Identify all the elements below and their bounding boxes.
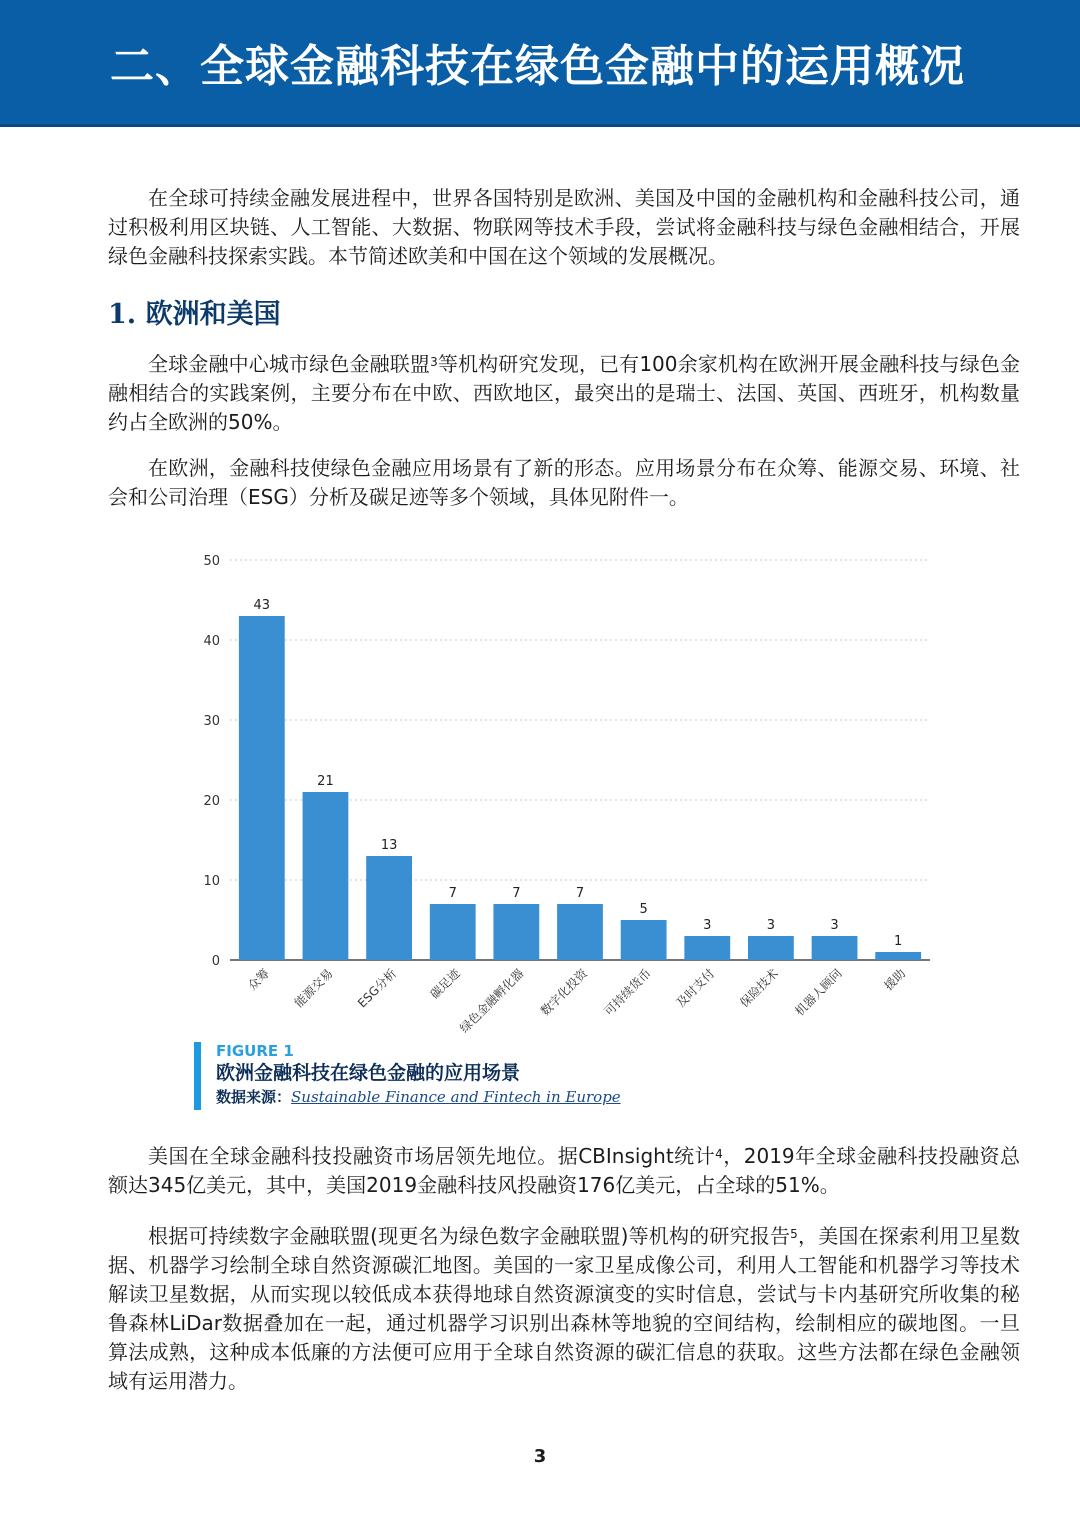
source-label: 数据来源： [216,1088,292,1106]
footnote-ref: 5 [790,1227,798,1241]
y-tick-label: 10 [203,874,220,889]
x-tick-label: 能源交易 [291,966,336,1011]
x-tick-label: 数字化投资 [537,966,591,1019]
data-label: 7 [448,886,457,901]
footnote-ref: 4 [715,1147,723,1161]
x-tick-label: ESG分析 [355,966,400,1011]
page-number: 3 [533,1446,547,1467]
bar-chart [190,540,940,1040]
data-label: 7 [512,886,521,901]
text: 根据可持续数字金融联盟(现更名为绿色数字金融联盟)等机构的研究报告 [148,1224,791,1248]
x-tick-label: 保险技术 [737,966,782,1011]
y-tick-label: 20 [203,794,220,809]
x-tick-label: 机器人顾问 [792,966,845,1019]
x-tick-label: 绿色金融孵化器 [457,966,527,1036]
paragraph-us-satellite [108,1222,1020,1396]
bar-2 [366,856,412,960]
x-tick-label: 援助 [881,966,909,994]
text: ，美国在探索利用卫星数据、机器学习绘制全球自然资源碳汇地图。美国的一家卫星成像公司，利用人工智能和机器学习等技术解读卫星数据，从而实现以较低成本获得地球自然资源演变的实时信息，尝试与卡内基研究所收集的秘鲁森林LiDar数据叠加在一起，通过机器学习识别出森林等地貌的空间结构，绘制相应的碳地图。一旦算法成熟，这种成本低廉的方法便可应用于全球自然资源的碳汇信息的获取。这些方法都在绿色金融领域有运用潜力。 [108,1224,1021,1393]
bar-1 [303,792,349,960]
text: 全球金融中心城市绿色金融联盟 [148,352,431,376]
bar-6 [621,920,667,960]
data-label: 5 [639,902,648,917]
data-label: 7 [575,886,585,901]
figure-title: 欧洲金融科技在绿色金融的应用场景 [216,1062,521,1084]
bar-7 [684,936,730,960]
y-tick-label: 50 [203,554,220,569]
text: ，2019年全球金融科技投融资总额达345亿美元，其中，美国2019金融科技风投融资176亿美元，占全球的51%。 [108,1144,1020,1197]
data-label: 43 [253,598,271,613]
bar-4 [493,904,539,960]
title-banner [0,0,1080,127]
y-tick-label: 40 [203,634,220,649]
source-link[interactable]: Sustainable Finance and Fintech in Europe [291,1088,621,1106]
data-label: 1 [894,934,903,949]
paragraph-europe-scenarios: 在欧洲，金融科技使绿色金融应用场景有了新的形态。应用场景分布在众筹、能源交易、环境、社会和公司治理（ESG）分析及碳足迹等多个领域，具体见附件一。 [108,456,1020,509]
data-label: 3 [703,918,712,933]
text: 等机构研究发现，已有100余家机构在欧洲开展金融科技与绿色金融相结合的实践案例，主要分布在中欧、西欧地区，最突出的是瑞士、法国、英国、西班牙，机构数量约占全欧洲的50%。 [108,352,1020,434]
bar-0 [239,616,285,960]
paragraph-us-investment [108,1142,1020,1200]
section-heading: 1. 欧洲和美国 [108,299,281,330]
intro-paragraph: 在全球可持续金融发展进程中，世界各国特别是欧洲、美国及中国的金融机构和金融科技公司，通过积极利用区块链、人工智能、大数据、物联网等技术手段，尝试将金融科技与绿色金融相结合，开展绿色金融科技探索实践。本节简述欧美和中国在这个领域的发展概况。 [108,186,1020,268]
bar-9 [812,936,858,960]
figure-source [216,1086,621,1108]
bar-10 [875,952,921,960]
data-label: 3 [830,918,839,933]
bar-8 [748,936,794,960]
y-tick-label: 30 [203,714,220,729]
x-tick-label: 可持续货币 [601,966,654,1019]
data-label: 3 [766,918,776,933]
y-tick-label: 0 [211,954,220,969]
data-label: 13 [380,838,398,853]
paragraph-europe-research [108,350,1020,437]
bar-3 [430,904,476,960]
figure-caption [194,1042,621,1110]
text: 美国在全球金融科技投融资市场居领先地位。据CBInsight统计 [148,1144,716,1168]
figure-label: FIGURE 1 [216,1042,294,1060]
x-tick-label: 及时支付 [673,966,718,1011]
page-title: 二、全球金融科技在绿色金融中的运用概况 [110,41,965,92]
data-label: 21 [317,774,334,789]
footnote-ref: 3 [430,355,438,369]
x-tick-label: 众筹 [245,966,272,994]
x-tick-label: 碳足迹 [427,966,463,1002]
bar-5 [557,904,603,960]
